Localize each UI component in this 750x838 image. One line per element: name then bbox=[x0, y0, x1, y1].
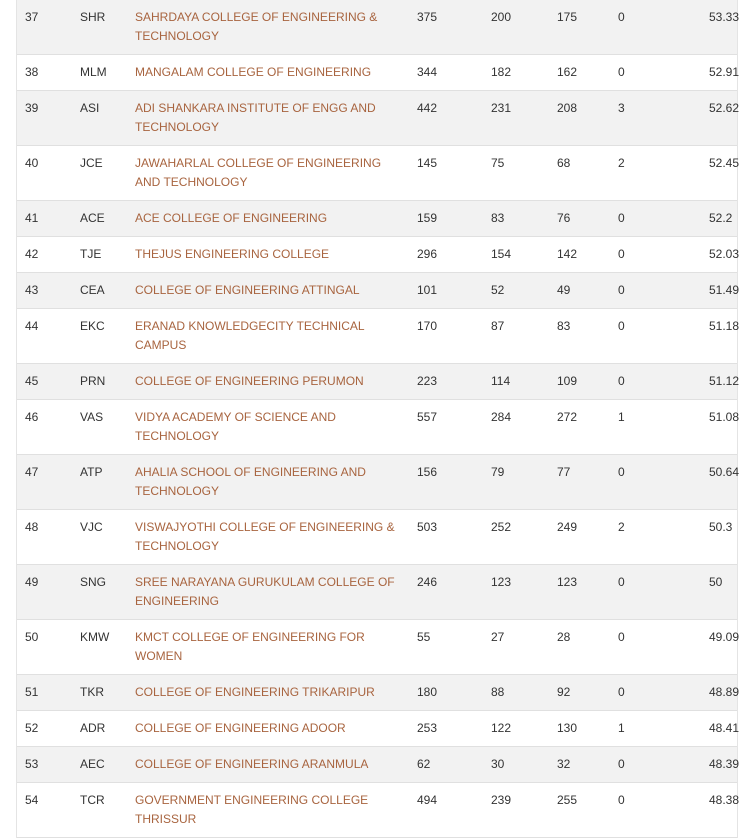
col-c: 1 bbox=[618, 410, 625, 424]
col-a: 200 bbox=[491, 10, 512, 24]
rank: 48 bbox=[25, 520, 39, 534]
total: 253 bbox=[417, 721, 438, 735]
rank: 42 bbox=[25, 247, 39, 261]
college-name-link[interactable]: COLLEGE OF ENGINEERING ATTINGAL bbox=[135, 283, 360, 297]
code: TCR bbox=[80, 793, 105, 807]
total: 180 bbox=[417, 685, 438, 699]
total: 156 bbox=[417, 465, 438, 479]
table-row bbox=[17, 364, 740, 400]
code: AEC bbox=[80, 757, 105, 771]
table-row bbox=[17, 455, 740, 510]
code: ADR bbox=[80, 721, 106, 735]
col-c: 1 bbox=[618, 721, 625, 735]
col-b: 272 bbox=[557, 410, 578, 424]
col-a: 154 bbox=[491, 247, 512, 261]
percentage: 50 bbox=[709, 575, 723, 589]
table-row bbox=[17, 510, 737, 565]
col-a: 252 bbox=[491, 520, 512, 534]
col-c: 0 bbox=[618, 283, 625, 297]
rank: 52 bbox=[25, 721, 39, 735]
college-name-link[interactable]: ERANAD KNOWLEDGECITY TECHNICAL CAMPUS bbox=[135, 319, 365, 352]
total: 145 bbox=[417, 156, 438, 170]
total: 503 bbox=[417, 520, 438, 534]
col-c: 0 bbox=[618, 211, 625, 225]
total: 170 bbox=[417, 319, 438, 333]
rank: 40 bbox=[25, 156, 39, 170]
college-results-table bbox=[16, 0, 738, 838]
code: SNG bbox=[80, 575, 107, 589]
rank: 39 bbox=[25, 101, 39, 115]
total: 296 bbox=[417, 247, 438, 261]
col-a: 75 bbox=[491, 156, 505, 170]
col-b: 68 bbox=[557, 156, 571, 170]
col-c: 0 bbox=[618, 575, 625, 589]
table-row bbox=[17, 273, 740, 309]
col-a: 30 bbox=[491, 757, 505, 771]
code: ATP bbox=[80, 465, 103, 479]
col-b: 249 bbox=[557, 520, 578, 534]
code: TJE bbox=[80, 247, 102, 261]
percentage: 52.91 bbox=[709, 65, 740, 79]
college-name-link[interactable]: GOVERNMENT ENGINEERING COLLEGE THRISSUR bbox=[135, 793, 369, 826]
col-c: 0 bbox=[618, 630, 625, 644]
total: 223 bbox=[417, 374, 438, 388]
col-a: 239 bbox=[491, 793, 512, 807]
college-name-link[interactable]: ADI SHANKARA INSTITUTE OF ENGG AND TECHNOLOGY bbox=[135, 101, 376, 134]
code: VJC bbox=[80, 520, 103, 534]
code: VAS bbox=[80, 410, 104, 424]
col-b: 175 bbox=[557, 10, 578, 24]
total: 375 bbox=[417, 10, 438, 24]
col-c: 0 bbox=[618, 793, 625, 807]
table-row bbox=[17, 675, 740, 711]
col-c: 2 bbox=[618, 156, 625, 170]
code: PRN bbox=[80, 374, 106, 388]
col-b: 130 bbox=[557, 721, 578, 735]
percentage: 49.09 bbox=[709, 630, 740, 644]
percentage: 48.39 bbox=[709, 757, 740, 771]
col-a: 284 bbox=[491, 410, 512, 424]
col-b: 49 bbox=[557, 283, 571, 297]
table-row bbox=[17, 309, 740, 364]
rank: 54 bbox=[25, 793, 39, 807]
col-a: 79 bbox=[491, 465, 505, 479]
percentage: 51.18 bbox=[709, 319, 740, 333]
table-row bbox=[17, 747, 740, 783]
total: 159 bbox=[417, 211, 438, 225]
table-row bbox=[17, 55, 740, 91]
rank: 46 bbox=[25, 410, 39, 424]
total: 557 bbox=[417, 410, 438, 424]
col-c: 0 bbox=[618, 65, 625, 79]
percentage: 52.2 bbox=[709, 211, 733, 225]
col-a: 52 bbox=[491, 283, 505, 297]
code: ACE bbox=[80, 211, 105, 225]
table-row bbox=[17, 783, 740, 838]
college-name-link[interactable]: VISWAJYOTHI COLLEGE OF ENGINEERING & TECHNOLOGY bbox=[135, 520, 395, 553]
table-row bbox=[17, 620, 740, 675]
total: 494 bbox=[417, 793, 438, 807]
percentage: 52.62 bbox=[709, 101, 740, 115]
col-a: 83 bbox=[491, 211, 505, 225]
table-row bbox=[17, 91, 740, 146]
total: 442 bbox=[417, 101, 438, 115]
col-c: 3 bbox=[618, 101, 625, 115]
rank: 49 bbox=[25, 575, 39, 589]
table-row bbox=[17, 237, 740, 273]
rank: 44 bbox=[25, 319, 39, 333]
col-b: 142 bbox=[557, 247, 578, 261]
total: 55 bbox=[417, 630, 431, 644]
total: 101 bbox=[417, 283, 438, 297]
col-b: 83 bbox=[557, 319, 571, 333]
col-b: 76 bbox=[557, 211, 571, 225]
code: TKR bbox=[80, 685, 104, 699]
code: MLM bbox=[80, 65, 107, 79]
rank: 53 bbox=[25, 757, 39, 771]
percentage: 51.08 bbox=[709, 410, 740, 424]
rank: 41 bbox=[25, 211, 39, 225]
college-name-link[interactable]: MANGALAM COLLEGE OF ENGINEERING bbox=[135, 65, 372, 79]
college-name-link[interactable]: JAWAHARLAL COLLEGE OF ENGINEERING AND TECHNOLOGY bbox=[135, 156, 382, 189]
college-name-link[interactable]: COLLEGE OF ENGINEERING ADOOR bbox=[135, 721, 346, 735]
col-a: 27 bbox=[491, 630, 505, 644]
rank: 45 bbox=[25, 374, 39, 388]
total: 246 bbox=[417, 575, 438, 589]
table-row bbox=[17, 711, 740, 747]
col-c: 0 bbox=[618, 319, 625, 333]
table-row bbox=[17, 201, 737, 237]
table-row bbox=[17, 565, 737, 620]
col-b: 123 bbox=[557, 575, 578, 589]
col-a: 87 bbox=[491, 319, 505, 333]
college-name-link[interactable]: ACE COLLEGE OF ENGINEERING bbox=[135, 211, 328, 225]
col-a: 114 bbox=[491, 374, 511, 388]
percentage: 52.03 bbox=[709, 247, 740, 261]
college-name-link[interactable]: SREE NARAYANA GURUKULAM COLLEGE OF ENGINEERING bbox=[135, 575, 395, 608]
college-name-link[interactable]: AHALIA SCHOOL OF ENGINEERING AND TECHNOLOGY bbox=[135, 465, 366, 498]
code: EKC bbox=[80, 319, 105, 333]
col-a: 88 bbox=[491, 685, 505, 699]
col-c: 0 bbox=[618, 374, 625, 388]
col-a: 182 bbox=[491, 65, 512, 79]
percentage: 48.38 bbox=[709, 793, 740, 807]
code: KMW bbox=[80, 630, 110, 644]
col-c: 0 bbox=[618, 10, 625, 24]
percentage: 51.12 bbox=[709, 374, 740, 388]
col-a: 122 bbox=[491, 721, 512, 735]
percentage: 51.49 bbox=[709, 283, 740, 297]
college-name-link[interactable]: VIDYA ACADEMY OF SCIENCE AND TECHNOLOGY bbox=[135, 410, 336, 443]
college-name-link[interactable]: COLLEGE OF ENGINEERING TRIKARIPUR bbox=[135, 685, 375, 699]
percentage: 50.3 bbox=[709, 520, 733, 534]
rank: 38 bbox=[25, 65, 39, 79]
college-name-link[interactable]: SAHRDAYA COLLEGE OF ENGINEERING & TECHNOLOGY bbox=[135, 10, 378, 43]
col-a: 123 bbox=[491, 575, 512, 589]
col-b: 162 bbox=[557, 65, 578, 79]
col-b: 255 bbox=[557, 793, 578, 807]
col-c: 0 bbox=[618, 465, 625, 479]
table-row bbox=[17, 146, 740, 201]
col-b: 208 bbox=[557, 101, 578, 115]
code: ASI bbox=[80, 101, 100, 115]
col-c: 2 bbox=[618, 520, 625, 534]
code: JCE bbox=[80, 156, 103, 170]
col-b: 77 bbox=[557, 465, 571, 479]
table-row bbox=[17, 400, 740, 455]
rank: 43 bbox=[25, 283, 39, 297]
percentage: 52.45 bbox=[709, 156, 740, 170]
rank: 37 bbox=[25, 10, 39, 24]
college-name-link[interactable]: COLLEGE OF ENGINEERING ARANMULA bbox=[135, 757, 369, 771]
code: SHR bbox=[80, 10, 106, 24]
rank: 50 bbox=[25, 630, 39, 644]
col-b: 32 bbox=[557, 757, 571, 771]
college-name-link[interactable]: THEJUS ENGINEERING COLLEGE bbox=[135, 247, 330, 261]
col-b: 28 bbox=[557, 630, 571, 644]
col-b: 92 bbox=[557, 685, 571, 699]
total: 344 bbox=[417, 65, 438, 79]
college-name-link[interactable]: COLLEGE OF ENGINEERING PERUMON bbox=[135, 374, 364, 388]
col-c: 0 bbox=[618, 757, 625, 771]
table-row bbox=[17, 0, 740, 55]
percentage: 48.41 bbox=[709, 721, 740, 735]
college-name-link[interactable]: KMCT COLLEGE OF ENGINEERING FOR WOMEN bbox=[135, 630, 365, 663]
col-b: 109 bbox=[557, 374, 578, 388]
code: CEA bbox=[80, 283, 105, 297]
total: 62 bbox=[417, 757, 431, 771]
rank: 51 bbox=[25, 685, 39, 699]
rank: 47 bbox=[25, 465, 39, 479]
col-c: 0 bbox=[618, 247, 625, 261]
percentage: 50.64 bbox=[709, 465, 740, 479]
col-c: 0 bbox=[618, 685, 625, 699]
col-a: 231 bbox=[491, 101, 512, 115]
percentage: 48.89 bbox=[709, 685, 740, 699]
percentage: 53.33 bbox=[709, 10, 740, 24]
